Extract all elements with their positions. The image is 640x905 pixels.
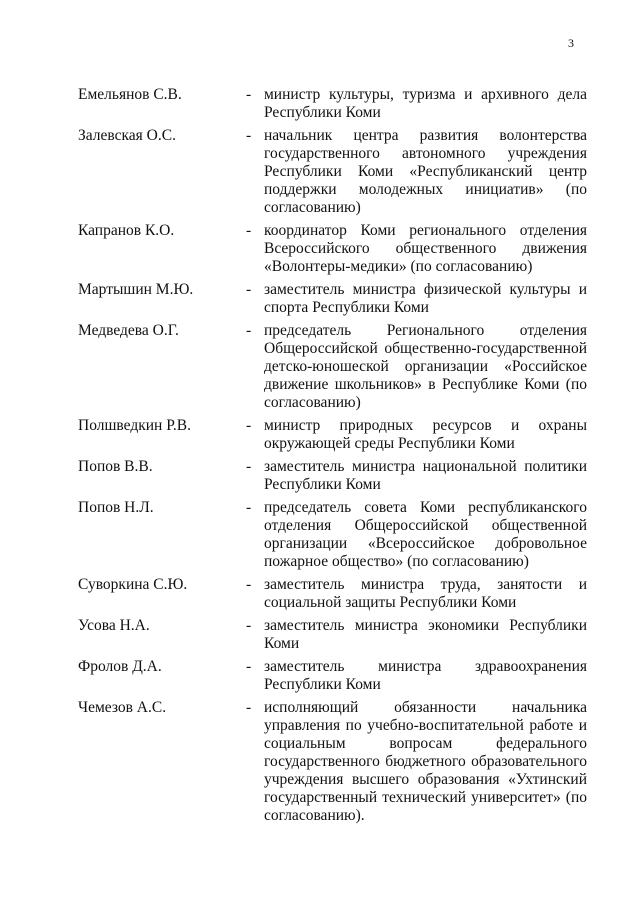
member-dash: - (246, 222, 252, 239)
member-name: Усова Н.А. (78, 617, 150, 634)
member-row (0, 458, 640, 494)
member-dash: - (246, 699, 252, 716)
member-name: Капранов К.О. (78, 222, 175, 239)
member-role: заместитель министра экономики Республики Коми (264, 617, 587, 652)
member-name: Полшведкин Р.В. (78, 417, 191, 434)
member-name: Фролов Д.А. (78, 658, 162, 675)
member-role: заместитель министра труда, занятости и социальной защиты Республики Коми (264, 576, 587, 611)
member-dash: - (246, 322, 252, 339)
member-name: Мартышин М.Ю. (78, 281, 194, 298)
member-row (0, 499, 640, 571)
member-role: заместитель министра здравоохранения Республики Коми (264, 658, 587, 693)
member-dash: - (246, 86, 252, 103)
member-role: председатель совета Коми республиканского отделения Общероссийской общественной организации «Всероссийское добровольное пожарное общество» (по согласованию) (264, 499, 587, 570)
member-name: Попов В.В. (78, 458, 153, 475)
member-name: Медведева О.Г. (78, 322, 179, 339)
member-name: Попов Н.Л. (78, 499, 154, 516)
member-role: исполняющий обязанности начальника управления по учебно-воспитательной работе и социальным вопросам федерального государственного бюджетного образовательного учреждения высшего образования «Ухтинский государственный технический университет» (по согласованию). (264, 699, 587, 824)
member-role: министр культуры, туризма и архивного дела Республики Коми (264, 86, 587, 121)
member-dash: - (246, 417, 252, 434)
member-name: Емельянов С.В. (78, 86, 182, 103)
member-dash: - (246, 458, 252, 475)
member-dash: - (246, 576, 252, 593)
member-role: координатор Коми регионального отделения Всероссийского общественного движения «Волонтеры-медики» (по согласованию) (264, 222, 587, 275)
member-role: начальник центра развития волонтерства государственного автономного учреждения Республики Коми «Республиканский центр поддержки молодежных инициатив» (по согласованию) (264, 127, 587, 216)
member-row (0, 322, 640, 412)
member-row (0, 281, 640, 317)
member-dash: - (246, 499, 252, 516)
member-role: заместитель министра физической культуры и спорта Республики Коми (264, 281, 587, 316)
member-dash: - (246, 617, 252, 634)
member-row (0, 617, 640, 653)
member-row (0, 417, 640, 453)
member-row (0, 222, 640, 276)
page-number: 3 (568, 36, 574, 50)
member-role: министр природных ресурсов и охраны окружающей среды Республики Коми (264, 417, 587, 452)
member-role: заместитель министра национальной политики Республики Коми (264, 458, 587, 493)
member-name: Залевская О.С. (78, 127, 176, 144)
member-list (0, 86, 640, 830)
member-dash: - (246, 127, 252, 144)
member-name: Суворкина С.Ю. (78, 576, 188, 593)
member-row (0, 86, 640, 122)
member-name: Чемезов А.С. (78, 699, 167, 716)
member-dash: - (246, 281, 252, 298)
member-dash: - (246, 658, 252, 675)
member-role: председатель Регионального отделения Общероссийской общественно-государственной детско-юношеской организации «Российское движение школьников» в Республике Коми (по согласованию) (264, 322, 587, 411)
member-row (0, 699, 640, 825)
member-row (0, 658, 640, 694)
member-row (0, 576, 640, 612)
member-row (0, 127, 640, 217)
